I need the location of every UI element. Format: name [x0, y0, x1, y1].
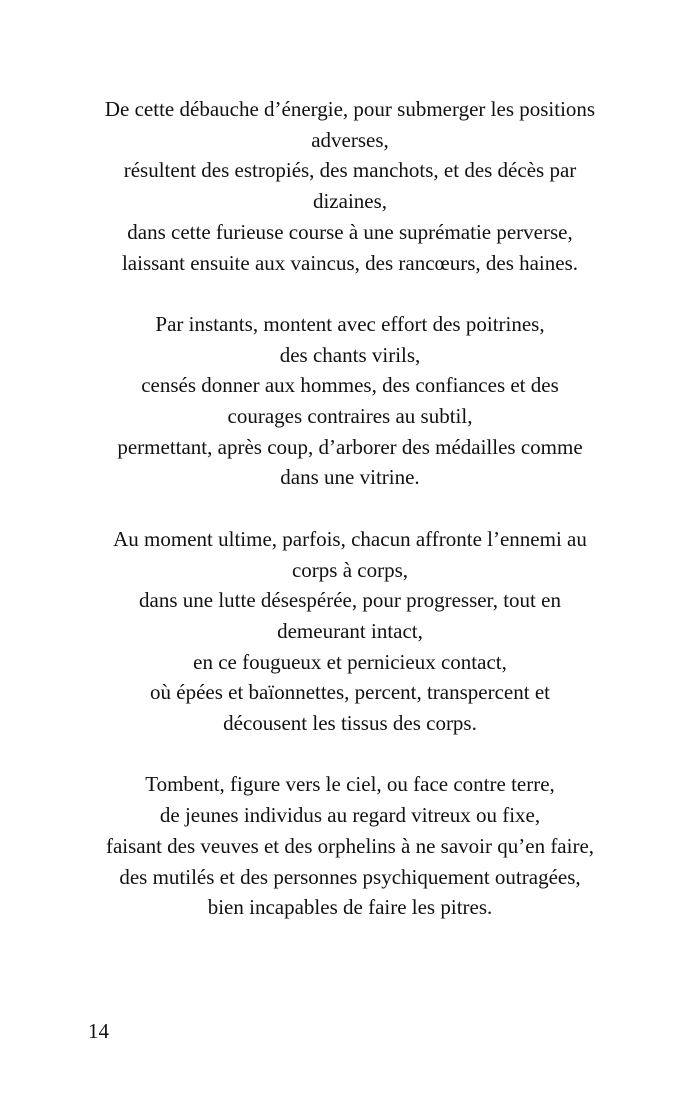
page-number: 14: [88, 1019, 109, 1043]
poem-line: faisant des veuves et des orphelins à ne savoir qu’en faire,: [105, 833, 595, 858]
poem-line: des chants virils,: [279, 342, 421, 367]
poem-line: Au moment ultime, parfois, chacun affronte l’ennemi au: [113, 526, 587, 551]
poem-line: permettant, après coup, d’arborer des médailles comme: [117, 434, 583, 459]
poem-line: dans une lutte désespérée, pour progresser, tout en: [139, 588, 561, 613]
poem-line: résultent des estropiés, des manchots, et des décès par: [123, 158, 577, 183]
poem-line: des mutilés et des personnes psychiquement outragées,: [119, 864, 581, 889]
poem-line: dans une vitrine.: [280, 465, 420, 490]
poem-line: censés donner aux hommes, des confiances et des: [141, 373, 559, 398]
poem-line: De cette débauche d’énergie, pour submerger les positions: [104, 97, 596, 121]
poem-line: de jeunes individus au regard vitreux ou fixe,: [159, 803, 541, 828]
poem-line: adverses,: [311, 127, 389, 152]
poem-line: Par instants, montent avec effort des poitrines,: [155, 311, 545, 336]
stanza-2: [60, 309, 640, 493]
poem-line: décousent les tissus des corps.: [223, 711, 477, 736]
poem-line: corps à corps,: [291, 557, 409, 582]
poem-line: en ce fougueux et pernicieux contact,: [193, 649, 507, 674]
stanza-3: [60, 524, 640, 739]
poem-text: [60, 94, 640, 923]
poem-line: dans cette furieuse course à une suprématie perverse,: [127, 219, 573, 244]
stanza-1: [60, 94, 640, 278]
poem-line: dizaines,: [312, 189, 388, 214]
poem-line: Tombent, figure vers le ciel, ou face contre terre,: [145, 772, 555, 797]
poem-line: où épées et baïonnettes, percent, transpercent et: [150, 680, 550, 705]
stanza-4: [60, 769, 640, 923]
poem-line: laissant ensuite aux vaincus, des rancœurs, des haines.: [121, 250, 579, 275]
poem-line: courages contraires au subtil,: [227, 404, 473, 429]
poem-line: bien incapables de faire les pitres.: [207, 895, 493, 920]
poem-line: demeurant intact,: [277, 618, 423, 643]
